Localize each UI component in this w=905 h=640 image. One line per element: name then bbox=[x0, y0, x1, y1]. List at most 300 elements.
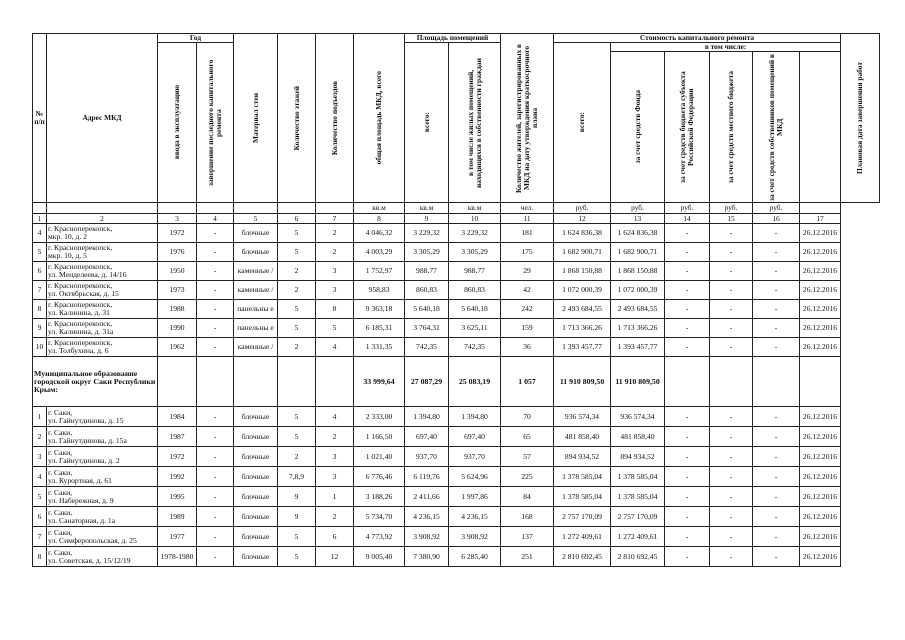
table-row bbox=[33, 319, 880, 338]
address-street: ул. Калинина, д. 31 bbox=[48, 308, 110, 317]
header-year-built: ввода в эксплуатацию bbox=[158, 43, 197, 203]
year-repair: - bbox=[197, 427, 234, 447]
cost-local: - bbox=[710, 319, 753, 338]
address-street: ул. Симферопольская, д. 25 bbox=[48, 535, 137, 545]
column-number-cell: 17 bbox=[800, 214, 841, 224]
row-address bbox=[47, 281, 158, 300]
entrances: 4 bbox=[316, 407, 354, 427]
cost-total: 1 272 409,61 bbox=[554, 527, 611, 547]
area-owned: 937,70 bbox=[449, 447, 501, 467]
row-number: 3 bbox=[33, 447, 47, 467]
total-area: 9 005,40 bbox=[354, 547, 405, 567]
cost-local: - bbox=[710, 447, 753, 467]
header-area-owned: в том числе жилых помещений, находящихся в собственности граждан bbox=[449, 43, 501, 203]
total-area: 1 752,97 bbox=[354, 262, 405, 281]
table-row bbox=[33, 300, 880, 319]
area-all: 7 380,90 bbox=[405, 547, 449, 567]
cost-fed: - bbox=[665, 427, 710, 447]
cost-total: 1 682 900,71 bbox=[554, 243, 611, 262]
floors: 2 bbox=[278, 281, 316, 300]
wall-material: каменные / bbox=[234, 262, 278, 281]
area-owned: 4 236,15 bbox=[449, 507, 501, 527]
area-all: 3 305,29 bbox=[405, 243, 449, 262]
total-row bbox=[33, 357, 880, 407]
total-area: 6 185,31 bbox=[354, 319, 405, 338]
year-built: 1987 bbox=[158, 427, 197, 447]
floors: 5 bbox=[278, 319, 316, 338]
address-street: ул. Калинина, д. 31а bbox=[48, 327, 114, 336]
table-row bbox=[33, 507, 880, 527]
cost-owners: - bbox=[753, 427, 800, 447]
total-area: 4 773,92 bbox=[354, 527, 405, 547]
floors: 2 bbox=[278, 262, 316, 281]
cost-fed: - bbox=[665, 224, 710, 243]
table-row bbox=[33, 487, 880, 507]
total-area: 1 331,35 bbox=[354, 338, 405, 357]
address-city: г. Саки, bbox=[48, 507, 73, 517]
planned-date: 26.12.2016 bbox=[800, 547, 841, 567]
entrances: 6 bbox=[316, 527, 354, 547]
address-street: ул. Санаторная, д. 1а bbox=[48, 515, 116, 525]
area-owned: 1 997,86 bbox=[449, 487, 501, 507]
cost-total: 1 624 836,38 bbox=[554, 224, 611, 243]
residents: 251 bbox=[501, 547, 554, 567]
wall-material: блочные bbox=[234, 507, 278, 527]
area-all: 697,40 bbox=[405, 427, 449, 447]
header-entrances: Количество подъездов bbox=[316, 34, 354, 203]
cost-fund: 2 757 170,09 bbox=[611, 507, 665, 527]
cost-fund: 936 574,34 bbox=[611, 407, 665, 427]
table-row bbox=[33, 427, 880, 447]
year-built: 1995 bbox=[158, 487, 197, 507]
total-area-all: 27 087,29 bbox=[405, 357, 449, 407]
address-street: ул. Курортная, д. 61 bbox=[48, 475, 112, 485]
total-area: 1 021,40 bbox=[354, 447, 405, 467]
wall-material: блочные bbox=[234, 487, 278, 507]
cost-fed: - bbox=[665, 281, 710, 300]
row-address bbox=[47, 547, 158, 567]
entrances: 2 bbox=[316, 243, 354, 262]
residents: 36 bbox=[501, 338, 554, 357]
address-city: г. Красноперекопск, bbox=[48, 300, 113, 309]
planned-date: 26.12.2016 bbox=[800, 300, 841, 319]
residents: 65 bbox=[501, 427, 554, 447]
row-number: 9 bbox=[33, 319, 47, 338]
address-city: г. Саки, bbox=[48, 407, 73, 417]
wall-material: панельны е bbox=[234, 300, 278, 319]
year-repair: - bbox=[197, 447, 234, 467]
row-address bbox=[47, 407, 158, 427]
cost-local: - bbox=[710, 300, 753, 319]
column-number-cell: 16 bbox=[753, 214, 800, 224]
entrances: 4 bbox=[316, 338, 354, 357]
total-area-owned: 25 083,19 bbox=[449, 357, 501, 407]
area-all: 988,77 bbox=[405, 262, 449, 281]
area-owned: 860,83 bbox=[449, 281, 501, 300]
year-repair: - bbox=[197, 467, 234, 487]
year-built: 1973 bbox=[158, 281, 197, 300]
header-residents: Количество жителей, зарегистрированных в МКД на дату утверждения краткосрочного плана bbox=[501, 34, 554, 203]
cost-total: 1 713 366,26 bbox=[554, 319, 611, 338]
row-number: 4 bbox=[33, 224, 47, 243]
area-owned: 3 305,29 bbox=[449, 243, 501, 262]
column-number-cell: 12 bbox=[554, 214, 611, 224]
row-number: 1 bbox=[33, 407, 47, 427]
year-repair: - bbox=[197, 319, 234, 338]
unit-cell: руб. bbox=[611, 203, 665, 214]
address-city: г. Саки, bbox=[48, 527, 73, 537]
address-street: ул. Набережная, д. 9 bbox=[48, 495, 114, 505]
residents: 42 bbox=[501, 281, 554, 300]
column-number-cell: 3 bbox=[158, 214, 197, 224]
address-street: ул. Менделеева, д. 14/16 bbox=[48, 270, 127, 279]
units-row bbox=[33, 203, 880, 214]
residents: 159 bbox=[501, 319, 554, 338]
wall-material: каменные / bbox=[234, 338, 278, 357]
address-city: г. Саки, bbox=[48, 547, 73, 557]
entrances: 3 bbox=[316, 467, 354, 487]
total-label: Муниципальное образование городской округ Саки Республики Крым: bbox=[33, 357, 158, 407]
total-area: 5 734,70 bbox=[354, 507, 405, 527]
cost-fed: - bbox=[665, 447, 710, 467]
column-number-cell: 4 bbox=[197, 214, 234, 224]
cost-owners: - bbox=[753, 224, 800, 243]
header-area-group: Площадь помещений bbox=[405, 34, 501, 43]
section-total bbox=[33, 357, 880, 407]
residents: 137 bbox=[501, 527, 554, 547]
floors: 9 bbox=[278, 487, 316, 507]
area-all: 2 411,66 bbox=[405, 487, 449, 507]
total-area: 4 046,32 bbox=[354, 224, 405, 243]
header-cost-fed: за счет средств бюджета субъекта Российской Федерации bbox=[665, 52, 710, 203]
cost-owners: - bbox=[753, 300, 800, 319]
planned-date: 26.12.2016 bbox=[800, 319, 841, 338]
header-planned-date: Плановая дата завершения работ bbox=[841, 34, 880, 203]
area-all: 3 908,92 bbox=[405, 527, 449, 547]
address-street: ул. Гайнутдинова, д. 2 bbox=[48, 455, 120, 465]
row-number: 6 bbox=[33, 507, 47, 527]
floors: 5 bbox=[278, 527, 316, 547]
cost-fund: 1 378 585,04 bbox=[611, 467, 665, 487]
cost-total: 1 393 457,77 bbox=[554, 338, 611, 357]
cost-fund: 481 858,40 bbox=[611, 427, 665, 447]
repair-plan-table bbox=[32, 33, 880, 567]
cost-total: 1 378 585,04 bbox=[554, 487, 611, 507]
area-owned: 3 229,32 bbox=[449, 224, 501, 243]
entrances: 12 bbox=[316, 547, 354, 567]
floors: 2 bbox=[278, 338, 316, 357]
address-city: г. Красноперекопск, bbox=[48, 262, 113, 271]
floors: 5 bbox=[278, 427, 316, 447]
planned-date: 26.12.2016 bbox=[800, 262, 841, 281]
planned-date: 26.12.2016 bbox=[800, 407, 841, 427]
unit-cell: руб. bbox=[554, 203, 611, 214]
planned-date: 26.12.2016 bbox=[800, 281, 841, 300]
row-address bbox=[47, 527, 158, 547]
floors: 2 bbox=[278, 447, 316, 467]
year-built: 1950 bbox=[158, 262, 197, 281]
total-area: 4 003,29 bbox=[354, 243, 405, 262]
cost-fund: 1 072 000,39 bbox=[611, 281, 665, 300]
year-repair: - bbox=[197, 547, 234, 567]
total-area: 9 363,18 bbox=[354, 300, 405, 319]
row-address bbox=[47, 243, 158, 262]
total-cost: 11 910 809,50 bbox=[554, 357, 611, 407]
cost-local: - bbox=[710, 407, 753, 427]
cost-owners: - bbox=[753, 338, 800, 357]
cost-local: - bbox=[710, 243, 753, 262]
year-built: 1992 bbox=[158, 467, 197, 487]
area-all: 3 764,31 bbox=[405, 319, 449, 338]
cost-local: - bbox=[710, 487, 753, 507]
address-city: г. Саки, bbox=[48, 487, 73, 497]
year-repair: - bbox=[197, 281, 234, 300]
table-row bbox=[33, 262, 880, 281]
column-number-cell: 7 bbox=[316, 214, 354, 224]
unit-cell: кв.м bbox=[354, 203, 405, 214]
year-built: 1976 bbox=[158, 243, 197, 262]
column-number-cell: 8 bbox=[354, 214, 405, 224]
column-number-cell: 2 bbox=[47, 214, 158, 224]
year-repair: - bbox=[197, 262, 234, 281]
unit-cell: руб. bbox=[665, 203, 710, 214]
area-all: 860,83 bbox=[405, 281, 449, 300]
cost-local: - bbox=[710, 547, 753, 567]
cost-total: 2 493 684,55 bbox=[554, 300, 611, 319]
area-all: 937,70 bbox=[405, 447, 449, 467]
column-number-cell: 15 bbox=[710, 214, 753, 224]
year-repair: - bbox=[197, 300, 234, 319]
section-b-rows bbox=[33, 407, 880, 567]
residents: 57 bbox=[501, 447, 554, 467]
table-row bbox=[33, 527, 880, 547]
row-number: 6 bbox=[33, 262, 47, 281]
cost-total: 1 868 150,88 bbox=[554, 262, 611, 281]
residents: 181 bbox=[501, 224, 554, 243]
wall-material: блочные bbox=[234, 547, 278, 567]
cost-fed: - bbox=[665, 407, 710, 427]
cost-owners: - bbox=[753, 281, 800, 300]
residents: 242 bbox=[501, 300, 554, 319]
total-cost-fund: 11 910 809,50 bbox=[611, 357, 665, 407]
address-city: г. Красноперекопск, bbox=[48, 319, 113, 328]
floors: 7,8,9 bbox=[278, 467, 316, 487]
entrances: 8 bbox=[316, 300, 354, 319]
year-repair: - bbox=[197, 487, 234, 507]
column-number-cell: 5 bbox=[234, 214, 278, 224]
row-address bbox=[47, 487, 158, 507]
column-number-cell: 13 bbox=[611, 214, 665, 224]
section-a-rows bbox=[33, 224, 880, 357]
cost-fund: 1 682 900,71 bbox=[611, 243, 665, 262]
table-row bbox=[33, 407, 880, 427]
planned-date: 26.12.2016 bbox=[800, 467, 841, 487]
floors: 5 bbox=[278, 300, 316, 319]
planned-date: 26.12.2016 bbox=[800, 487, 841, 507]
cost-local: - bbox=[710, 338, 753, 357]
cost-total: 1 072 000,39 bbox=[554, 281, 611, 300]
address-street: ул. Гайнутдинова, д. 15а bbox=[48, 435, 127, 445]
header-area-all: всего: bbox=[405, 43, 449, 203]
year-built: 1977 bbox=[158, 527, 197, 547]
area-all: 5 640,18 bbox=[405, 300, 449, 319]
table-header bbox=[33, 34, 880, 224]
header-address: Адрес МКД bbox=[47, 34, 158, 203]
table-row bbox=[33, 338, 880, 357]
planned-date: 26.12.2016 bbox=[800, 427, 841, 447]
cost-fed: - bbox=[665, 467, 710, 487]
header-year-repair: завершение последнего капитального ремонта bbox=[197, 43, 234, 203]
wall-material: блочные bbox=[234, 527, 278, 547]
area-all: 6 119,76 bbox=[405, 467, 449, 487]
row-address bbox=[47, 300, 158, 319]
table-row bbox=[33, 281, 880, 300]
header-cost-group: Стоимость капитального ремонта bbox=[554, 34, 841, 43]
address-street: ул. Гайнутдинова, д. 15 bbox=[48, 415, 124, 425]
column-number-cell: 11 bbox=[501, 214, 554, 224]
column-numbers-row bbox=[33, 214, 880, 224]
header-cost-fund: за счет средств Фонда bbox=[611, 52, 665, 203]
row-number: 10 bbox=[33, 338, 47, 357]
cost-fund: 1 868 150,88 bbox=[611, 262, 665, 281]
header-floors: Количество этажей bbox=[278, 34, 316, 203]
address-city: г. Саки, bbox=[48, 447, 73, 457]
residents: 175 bbox=[501, 243, 554, 262]
row-number: 4 bbox=[33, 467, 47, 487]
cost-fund: 1 713 366,26 bbox=[611, 319, 665, 338]
planned-date: 26.12.2016 bbox=[800, 224, 841, 243]
year-built: 1984 bbox=[158, 407, 197, 427]
planned-date: 26.12.2016 bbox=[800, 507, 841, 527]
header-incl: в том числе: bbox=[611, 43, 841, 52]
row-address bbox=[47, 262, 158, 281]
cost-owners: - bbox=[753, 467, 800, 487]
unit-cell: кв.м bbox=[449, 203, 501, 214]
wall-material: панельны е bbox=[234, 319, 278, 338]
address-street: ул. Октябрьская, д. 15 bbox=[48, 289, 119, 298]
total-residents: 1 057 bbox=[501, 357, 554, 407]
residents: 225 bbox=[501, 467, 554, 487]
cost-fund: 1 272 409,61 bbox=[611, 527, 665, 547]
header-cost-owners: за счет средств собственников помещений в МКД bbox=[753, 52, 800, 203]
cost-owners: - bbox=[753, 447, 800, 467]
cost-local: - bbox=[710, 427, 753, 447]
entrances: 3 bbox=[316, 262, 354, 281]
cost-local: - bbox=[710, 281, 753, 300]
row-number: 2 bbox=[33, 427, 47, 447]
year-built: 1990 bbox=[158, 319, 197, 338]
row-address bbox=[47, 338, 158, 357]
cost-owners: - bbox=[753, 319, 800, 338]
cost-fed: - bbox=[665, 507, 710, 527]
cost-owners: - bbox=[753, 407, 800, 427]
cost-fund: 2 810 692,45 bbox=[611, 547, 665, 567]
row-address bbox=[47, 447, 158, 467]
year-built: 1978-1980 bbox=[158, 547, 197, 567]
row-number: 7 bbox=[33, 281, 47, 300]
cost-local: - bbox=[710, 527, 753, 547]
area-owned: 3 908,92 bbox=[449, 527, 501, 547]
cost-fund: 2 493 684,55 bbox=[611, 300, 665, 319]
year-repair: - bbox=[197, 243, 234, 262]
cost-fund: 1 393 457,77 bbox=[611, 338, 665, 357]
wall-material: блочные bbox=[234, 407, 278, 427]
header-cost-all: всего: bbox=[554, 43, 611, 203]
year-repair: - bbox=[197, 507, 234, 527]
row-address bbox=[47, 224, 158, 243]
planned-date: 26.12.2016 bbox=[800, 338, 841, 357]
cost-fed: - bbox=[665, 319, 710, 338]
entrances: 1 bbox=[316, 487, 354, 507]
address-city: г. Красноперекопск, bbox=[48, 243, 113, 252]
row-address bbox=[47, 319, 158, 338]
year-repair: - bbox=[197, 527, 234, 547]
cost-owners: - bbox=[753, 547, 800, 567]
header-year-group: Год bbox=[158, 34, 234, 43]
cost-fed: - bbox=[665, 243, 710, 262]
total-area: 6 776,46 bbox=[354, 467, 405, 487]
cost-fund: 894 934,52 bbox=[611, 447, 665, 467]
table-row bbox=[33, 547, 880, 567]
cost-total: 2 757 170,09 bbox=[554, 507, 611, 527]
wall-material: блочные bbox=[234, 224, 278, 243]
column-number-cell: 14 bbox=[665, 214, 710, 224]
total-area: 2 333,00 bbox=[354, 407, 405, 427]
total-area: 958,83 bbox=[354, 281, 405, 300]
entrances: 5 bbox=[316, 319, 354, 338]
area-owned: 1 394,80 bbox=[449, 407, 501, 427]
table-row bbox=[33, 243, 880, 262]
address-street: ул. Толбухина, д. 6 bbox=[48, 346, 109, 355]
cost-fed: - bbox=[665, 300, 710, 319]
header-number: № п/п bbox=[33, 34, 47, 203]
area-all: 1 394,80 bbox=[405, 407, 449, 427]
row-number: 5 bbox=[33, 243, 47, 262]
total-area: 1 166,50 bbox=[354, 427, 405, 447]
header-cost-local: за счет средств местного бюджета bbox=[710, 52, 753, 203]
planned-date: 26.12.2016 bbox=[800, 447, 841, 467]
floors: 5 bbox=[278, 407, 316, 427]
address-street: мкр. 10, д. 2 bbox=[48, 232, 87, 241]
floors: 9 bbox=[278, 507, 316, 527]
table-row bbox=[33, 467, 880, 487]
year-built: 1972 bbox=[158, 447, 197, 467]
address-street: ул. Советская, д. 15/12/19 bbox=[48, 555, 131, 565]
cost-total: 1 378 585,04 bbox=[554, 467, 611, 487]
address-city: г. Красноперекопск, bbox=[48, 224, 113, 233]
planned-date: 26.12.2016 bbox=[800, 527, 841, 547]
area-owned: 6 285,40 bbox=[449, 547, 501, 567]
area-owned: 5 640,18 bbox=[449, 300, 501, 319]
cost-total: 481 858,40 bbox=[554, 427, 611, 447]
unit-cell: руб. bbox=[710, 203, 753, 214]
cost-fed: - bbox=[665, 338, 710, 357]
cost-owners: - bbox=[753, 507, 800, 527]
cost-fund: 1 378 585,04 bbox=[611, 487, 665, 507]
area-all: 742,35 bbox=[405, 338, 449, 357]
area-all: 3 229,32 bbox=[405, 224, 449, 243]
year-repair: - bbox=[197, 224, 234, 243]
address-city: г. Саки, bbox=[48, 427, 73, 437]
year-repair: - bbox=[197, 338, 234, 357]
unit-cell: чел. bbox=[501, 203, 554, 214]
cost-fed: - bbox=[665, 527, 710, 547]
cost-owners: - bbox=[753, 487, 800, 507]
wall-material: блочные bbox=[234, 447, 278, 467]
row-number: 8 bbox=[33, 547, 47, 567]
cost-total: 2 810 692,45 bbox=[554, 547, 611, 567]
cost-total: 894 934,52 bbox=[554, 447, 611, 467]
